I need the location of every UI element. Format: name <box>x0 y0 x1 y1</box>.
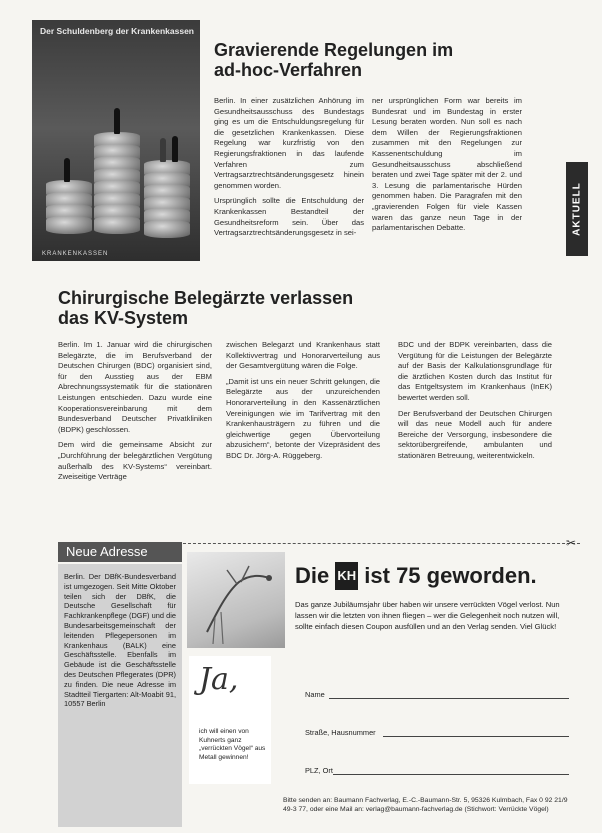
article2-title: Chirurgische Belegärzte verlassen das KV-System <box>58 288 354 328</box>
field-name-label: Name <box>305 690 325 699</box>
article1-col1-p1: Berlin. In einer zusätzlichen Anhörung im Gesundheitsausschuss des Bundestags ging es um die Entschuldungsregelung für die gesetzlichen Krankenkassen. Diese Regelung war kurzfristig von den Regierungsfraktionen in das laufende Verfahren zum Vertragsarztrechtsänderungsgesetz hinein genommen worden. <box>214 96 364 190</box>
article1-col2-p1: ner ursprünglichen Form war bereits im Bundesrat und im Bundestag in erster Lesung beraten worden. Nun soll es nach dem Willen der Regierungsfraktionen zusammen mit den Regelungen zur Kassenentschuldung im Gesundheitsausschuss abschließend beraten und zwei Tage später mit der 2. und 3. Lesung die parlamentarische Hürden genommen haben. Die Paragrafen mit den „gravierenden Folgen für viele Kassen waren das ganze neun Tage in der parlamentarischen Debatte. <box>372 96 522 233</box>
article2-col3 <box>398 340 552 467</box>
coupon-text: Das ganze Jubiläumsjahr über haben wir unsere verrückten Vögel verlost. Nun lassen wir die letzten von ihnen fliegen – wer die Gelegenheit noch nutzen will, sollte einfach diesen Coupon ausfüllen und an den Verlag senden. Viel Glück! <box>295 600 560 631</box>
cover-caption: Der Schuldenberg der Krankenkassen <box>40 26 195 36</box>
field-city-label: PLZ, Ort <box>305 766 333 775</box>
ja-handwritten: Ja, <box>199 662 239 697</box>
article2-col2-p2: „Damit ist uns ein neuer Schritt gelungen, die Belegärzte aus der unzureichenden Honorarverteilung in den Kassenärztlichen Vereinigungen wie im Tarifvertrag mit den Krankenhausträgern zu führen und die gleichwertige gegen Übervorteilung abzusichern“, betonte der Vizepräsident des BDC Dr. Jörg-A. Rüggeberg. <box>226 376 380 460</box>
new-address-body: Berlin. Der DBfK-Bundesverband ist umgezogen. Seit Mitte Oktober teilen sich der DBfK, die Deutsche Gesellschaft für Fachkrankenpflege (DGF) und die Bundesarbeitsgemeinschaft der leitenden Pflegepersonen im Krankenhaus (BALK) eine Geschäftsstelle. Ebenfalls im Gebäude ist die Geschäftsstelle des Deutschen Pflegerates (DPR) zu finden. Die neue Adresse im Stadtteil Tiergarten: Alt-Moabit 91, 10557 Berlin <box>58 564 182 827</box>
coupon <box>183 536 580 831</box>
field-street-label: Straße, Hausnummer <box>305 728 376 737</box>
coupon-headline: Die KH ist 75 geworden. <box>295 563 537 588</box>
article1-col2 <box>372 96 522 239</box>
ja-box <box>189 656 271 784</box>
kh-logo: KH <box>335 562 358 590</box>
article1-col1-p2: Ursprünglich sollte die Entschuldung der Krankenkassen Bestandteil der Gesundheitsreform sein. Über das Vertragsarztrechtsänderungsgesetz in sei- <box>214 196 364 238</box>
article2-col1-p1: Berlin. Im 1. Januar wird die chirurgischen Belegärzte, die im Berufsverband der Deutschen Chirurgen (BDC) organisiert sind, für den Ausstieg aus der EBM Abrechnungssystematik für die stationären Leistungen entschieden. Dazu wurde eine Kooperationsvereinbarung mit dem Bundesverband Deutscher Privatkliniken (BDPK) geschlossen. <box>58 340 212 434</box>
new-address-title: Neue Adresse <box>58 542 182 562</box>
cover-photo <box>32 20 200 261</box>
article2-col1 <box>58 340 212 488</box>
article2-col2 <box>226 340 380 467</box>
article2-col2-p1: zwischen Belegarzt und Krankenhaus statt Kollektivvertrag und Honorarverteilung aus der Gesamtvergütung wären die Folge. <box>226 340 380 371</box>
cover-footer: KRANKENKASSEN <box>42 251 109 257</box>
article2-col3-p1: BDC und der BDPK vereinbarten, dass die Vergütung für die Leistungen der Belegärzte auf der Basis der Kalkulationsgrundlage für die ärztlichen Kosten durch das Institut für das Entgeltsystem im Krankenhaus (InEK) bewertet werden soll. <box>398 340 552 402</box>
scissors-icon: ✂ <box>565 536 576 550</box>
coupon-footer: Bitte senden an: Baumann Fachverlag, E.-C.-Baumann-Str. 5, 95326 Kulmbach, Fax 0 92 21/9 49-3 77, oder eine Mail an: verlag@baumann-fachverlag.de (Stichwort: Verrückte Vögel) <box>283 797 568 813</box>
section-tab-aktuell: AKTUELL <box>566 162 588 256</box>
bird-photo <box>187 552 285 648</box>
article2-col3-p2: Der Berufsverband der Deutschen Chirurgen will das neue Modell auch für andere Bereiche der Versorgung, insbesondere die sektorübergreifende, ambulanten und stationären Betreuung, weiterentwickeln. <box>398 408 552 460</box>
field-name-line[interactable] <box>329 698 569 699</box>
article1-col1 <box>214 96 364 244</box>
field-street-line[interactable] <box>383 736 569 737</box>
field-city-line[interactable] <box>333 774 569 775</box>
article2-col1-p2: Dem wird die gemeinsame Absicht zur „Durchführung der belegärztlichen Vergütung außerhalb des KV-Systems“ vereinbart. Zweiseitige Verträge <box>58 440 212 482</box>
ja-text: ich will einen von Kuhnerts ganz „verrückten Vögel“ aus Metall gewinnen! <box>199 728 266 761</box>
article1-title: Gravierende Regelungen im ad-hoc-Verfahren <box>214 40 454 80</box>
